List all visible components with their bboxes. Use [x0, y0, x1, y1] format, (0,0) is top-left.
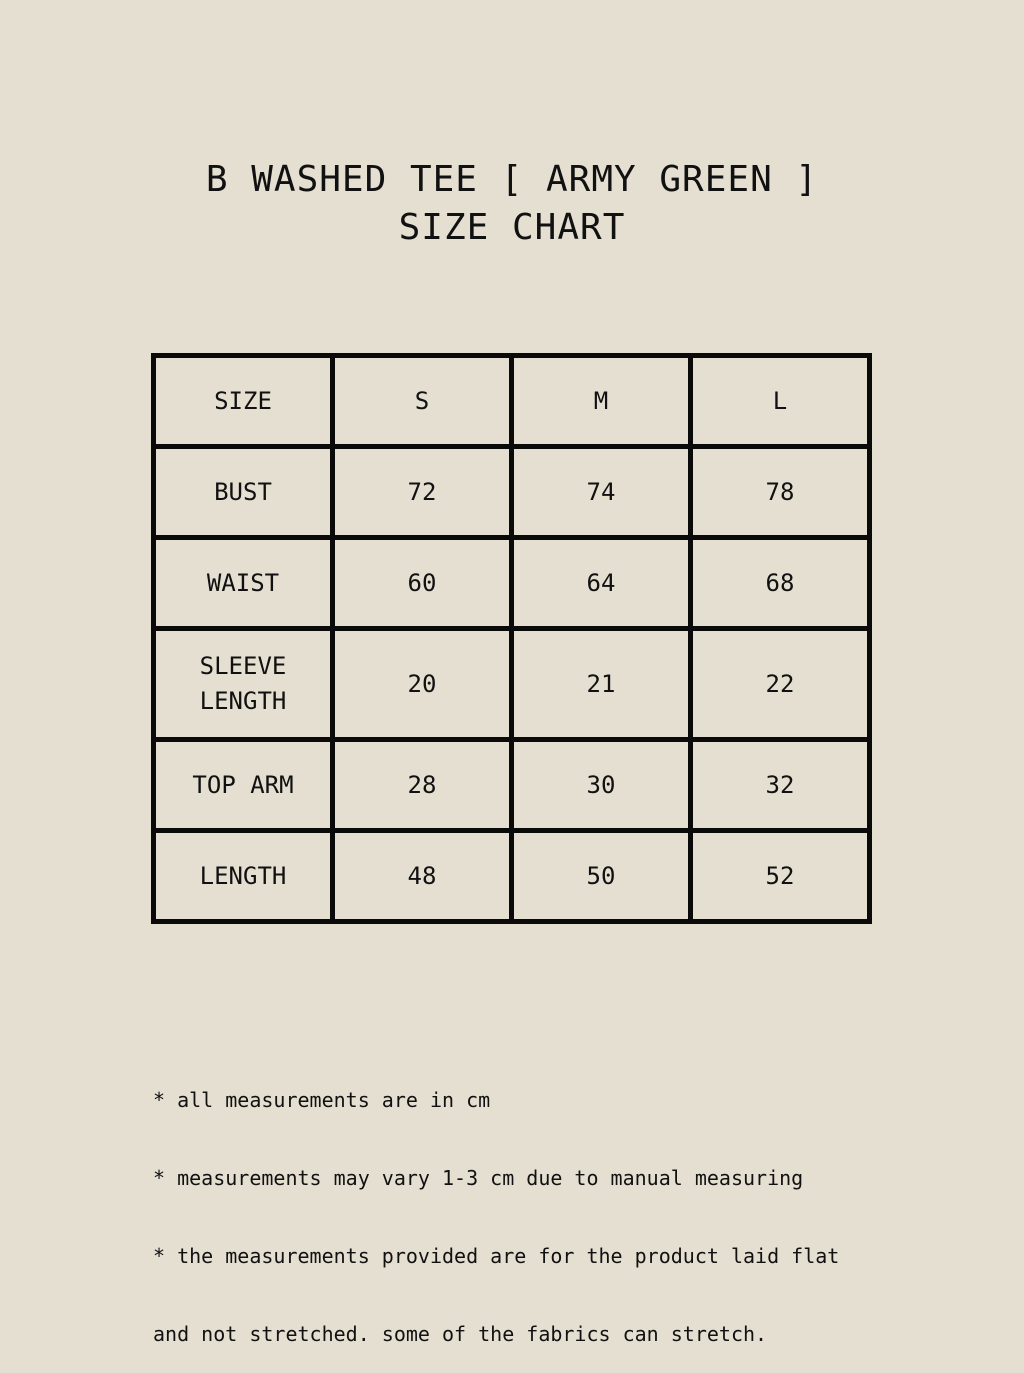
table-row-bust	[154, 447, 870, 538]
table-cell: 30	[512, 740, 691, 831]
table-cell: 50	[512, 831, 691, 922]
table-cell: 28	[333, 740, 512, 831]
row-label: BUST	[154, 447, 333, 538]
row-label: TOP ARM	[154, 740, 333, 831]
header-cell-size: SIZE	[154, 356, 333, 447]
header-cell-m: M	[512, 356, 691, 447]
table-cell: 68	[691, 538, 870, 629]
table-row-waist	[154, 538, 870, 629]
row-label: LENGTH	[154, 831, 333, 922]
table-header-row	[154, 356, 870, 447]
table-cell: 52	[691, 831, 870, 922]
table-cell: 74	[512, 447, 691, 538]
table-cell: 60	[333, 538, 512, 629]
table-cell: 78	[691, 447, 870, 538]
table-cell: 22	[691, 629, 870, 740]
page-title	[0, 156, 1024, 252]
table-cell: 32	[691, 740, 870, 831]
header-cell-l: L	[691, 356, 870, 447]
header-cell-s: S	[333, 356, 512, 447]
table-row-top-arm	[154, 740, 870, 831]
table-row-length	[154, 831, 870, 922]
size-chart-table	[151, 353, 872, 924]
row-label: WAIST	[154, 538, 333, 629]
table-cell: 48	[333, 831, 512, 922]
title-line-chart: SIZE CHART	[398, 207, 626, 248]
table-cell: 21	[512, 629, 691, 740]
measurement-notes	[153, 1035, 839, 1373]
table-row-sleeve-length	[154, 629, 870, 740]
row-label: SLEEVE LENGTH	[154, 629, 333, 740]
table-cell: 72	[333, 447, 512, 538]
note-line: and not stretched. some of the fabrics can stretch.	[153, 1322, 768, 1346]
note-line: * the measurements provided are for the product laid flat	[153, 1244, 840, 1268]
table-cell: 64	[512, 538, 691, 629]
title-line-product: B WASHED TEE [ ARMY GREEN ]	[205, 159, 819, 200]
note-line: * measurements may vary 1-3 cm due to manual measuring	[153, 1166, 804, 1190]
table-cell: 20	[333, 629, 512, 740]
note-line: * all measurements are in cm	[153, 1088, 491, 1112]
